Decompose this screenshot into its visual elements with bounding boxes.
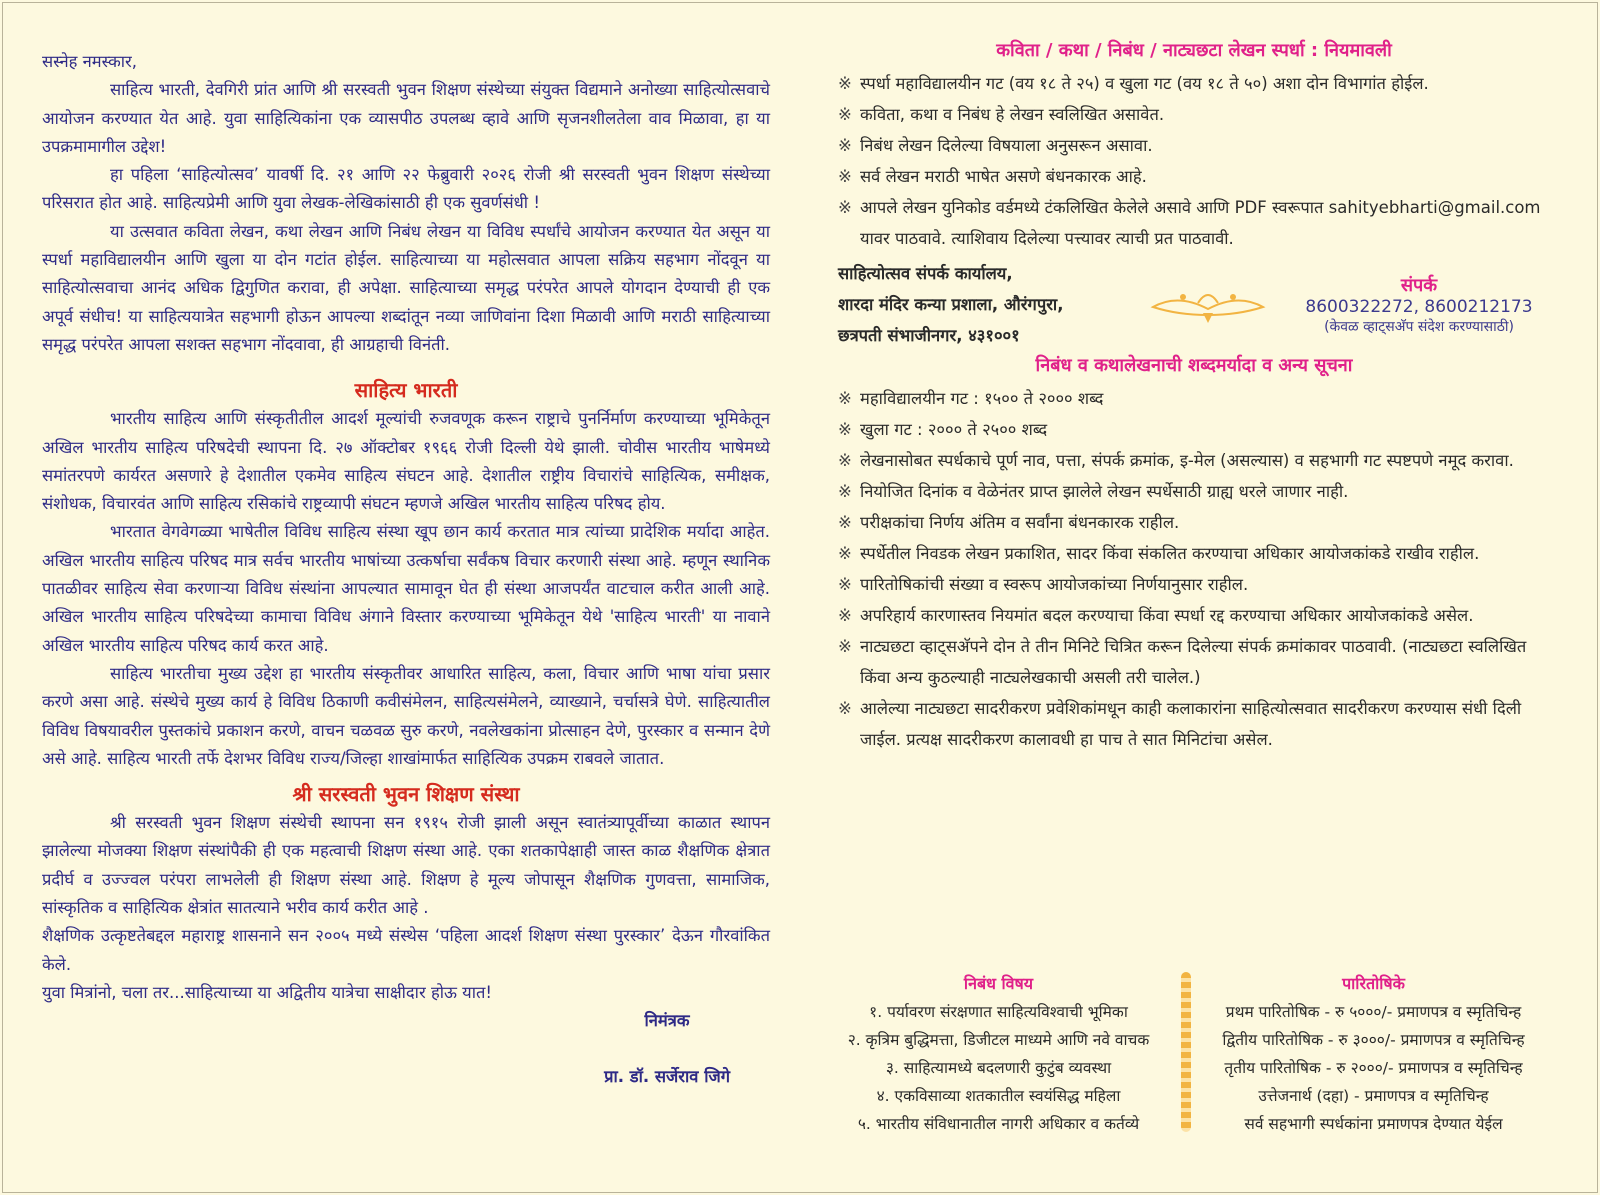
institution-heading: श्री सरस्वती भुवन शिक्षण संस्था — [292, 782, 520, 807]
asterisk-bullet-icon: ※ — [838, 451, 852, 470]
prize-item: प्रथम पारितोषिक - रु ५०००/- प्रमाणपत्र व स्मृतिचिन्ह — [1225, 1003, 1522, 1021]
rule-item — [838, 130, 1550, 161]
item-text: आपले लेखन युनिकोड वर्डमध्ये टंकलिखित केलेले असावे आणि PDF स्वरूपात sahityebharti@gmail.com यावर पाठवावे. त्याशिवाय दिलेल्या पत्त्यावर त्याची प्रत पाठवावी. — [860, 198, 1541, 248]
essay-topic: ३. साहित्यामध्ये बदलणारी कुटुंब व्यवस्था — [885, 1059, 1112, 1077]
item-text: लेखनासोबत स्पर्धकाचे पूर्ण नाव, पत्ता, संपर्क क्रमांक, इ-मेल (असल्यास) व सहभागी गट स्पष्टपणे नमूद करावा. — [860, 451, 1514, 470]
topics-and-prizes — [826, 970, 1546, 1138]
prize-item: द्वितीय पारितोषिक - रु ३०००/- प्रमाणपत्र व स्मृतिचिन्ह — [1222, 1031, 1525, 1049]
instruction-item — [838, 445, 1550, 476]
rules-column — [838, 36, 1550, 755]
item-text: स्पर्धा महाविद्यालयीन गट (वय १८ ते २५) व खुला गट (वय १८ ते ५०) अशा दोन विभागांत होईल. — [860, 74, 1429, 93]
sahitya-bharati-heading: साहित्य भारती — [354, 378, 458, 403]
sahitya-bharati-paragraph: भारतात वेगवेगळ्या भाषेतील विविध साहित्य संस्था खूप छान कार्य करतात मात्र त्यांच्या प्रादेशिक मर्यादा आहेत. अखिल भारतीय साहित्य परिषद मात्र सर्वच भारतीय भाषांच्या उत्कर्षाचा सर्वंकष विचार करणारी संस्था आहे. म्हणून स्थानिक पातळीवर साहित्य सेवा करणाऱ्या विविध संस्थांना आपल्यात सामावून घेत ही संस्था आजपर्यंत वाटचाल करीत आली आहे. अखिल भारतीय साहित्य परिषदेच्या कामाचा विविध अंगाने विस्तार करण्याच्या भूमिकेतून येथे 'साहित्य भारती' या नावाने अखिल भारतीय साहित्य परिषद कार्य करत आहे. — [42, 522, 770, 655]
asterisk-bullet-icon: ※ — [838, 699, 852, 718]
phone-contact — [1288, 273, 1550, 336]
item-text: नाट्यछटा व्हाट्सअ‍ॅपने दोन ते तीन मिनिटे चित्रित करून दिलेल्या संपर्क क्रमांकावर पाठवावी. (नाट्यछटा स्वलिखित किंवा अन्य कुठल्याही नाट्यलेखकाची असली तरी चालेल.) — [860, 637, 1527, 687]
essay-topic: २. कृत्रिम बुद्धिमत्ता, डिजीटल माध्यमे आणि नवे वाचक — [847, 1031, 1150, 1049]
greeting: सस्नेह नमस्कार, — [42, 52, 138, 71]
asterisk-bullet-icon: ※ — [838, 105, 852, 124]
instruction-item — [838, 414, 1550, 445]
item-text: खुला गट : २००० ते २५०० शब्द — [860, 420, 1048, 439]
asterisk-bullet-icon: ※ — [838, 167, 852, 186]
instruction-item — [838, 569, 1550, 600]
address-line: शारदा मंदिर कन्या प्रशाला, औरंगपुरा, — [838, 295, 1064, 314]
sahitya-bharati-paragraph: साहित्य भारतीचा मुख्य उद्देश हा भारतीय संस्कृतीवर आधारित साहित्य, कला, विचार आणि भाषा यांचा प्रसार करणे असा आहे. संस्थेचे मुख्य कार्य हे विविध ठिकाणी कवीसंमेलन, साहित्यसंमेलने, व्याख्याने, चर्चासत्रे घेणे. साहित्यातील विविध विषयावरील पुस्तकांचे प्रकाशन करणे, वाचन चळवळ सुरु करणे, नवलेखकांना प्रोत्साहन देणे, पुरस्कार व सन्मान देणे असे आहे. साहित्य भारती तर्फे देशभर विविध राज्य/जिल्हा शाखांमार्फत साहित्यिक उपक्रम राबवले जातात. — [42, 663, 770, 768]
address-line: छत्रपती संभाजीनगर, ४३१००१ — [838, 326, 1020, 345]
intro-paragraph: साहित्य भारती, देवगिरी प्रांत आणि श्री सरस्वती भुवन शिक्षण संस्थेच्या संयुक्त विद्यमाने अनोख्या साहित्योत्सवाचे आयोजन करण्यात येत आहे. युवा साहित्यिकांना एक व्यासपीठ उपलब्ध व्हावे आणि सृजनशीलतेला वाव मिळावा, हा या उपक्रमामागील उद्देश! — [42, 80, 770, 156]
rules-list — [838, 68, 1550, 254]
asterisk-bullet-icon: ※ — [838, 637, 852, 656]
prizes-heading: पारितोषिके — [1342, 974, 1405, 993]
item-text: पारितोषिकांची संख्या व स्वरूप आयोजकांच्या निर्णयानुसार राहील. — [860, 575, 1249, 594]
contact-block — [838, 258, 1550, 351]
award-paragraph: शैक्षणिक उत्कृष्टतेबद्दल महाराष्ट्र शासनाने सन २००५ मध्ये संस्थेस ‘पहिला आदर्श शिक्षण संस्था पुरस्कार’ देऊन गौरवांकित केले. — [42, 926, 770, 974]
inviter-label: निमंत्रक — [644, 1011, 690, 1031]
ornamental-divider — [1181, 972, 1191, 1132]
contact-note: (केवळ व्हाट्सअ‍ॅप संदेश करण्यासाठी) — [1324, 319, 1514, 335]
essay-topic: ४. एकविसाव्या शतकातील स्वयंसिद्ध महिला — [876, 1087, 1121, 1105]
rule-item — [838, 161, 1550, 192]
phone-numbers: 8600322272, 8600212173 — [1305, 297, 1533, 317]
item-text: निबंध लेखन दिलेल्या विषयाला अनुसरून असावा. — [860, 136, 1153, 155]
invitation-letter — [42, 48, 770, 1091]
essay-topic: १. पर्यावरण संरक्षणात साहित्यविश्वाची भूमिका — [869, 1003, 1128, 1021]
prize-item: उत्तेजनार्थ (दहा) - प्रमाणपत्र व स्मृतिचिन्ह — [1258, 1087, 1489, 1105]
instruction-item — [838, 631, 1550, 693]
item-text: आलेल्या नाट्यछटा सादरीकरण प्रवेशिकांमधून काही कलाकारांना साहित्योत्सवात सादरीकरण करण्यास संधी दिली जाईल. प्रत्यक्ष सादरीकरण कालावधी हा पाच ते सात मिनिटांचा असेल. — [860, 699, 1522, 749]
asterisk-bullet-icon: ※ — [838, 482, 852, 501]
asterisk-bullet-icon: ※ — [838, 420, 852, 439]
instruction-item — [838, 476, 1550, 507]
floral-ornament-icon — [1148, 285, 1268, 325]
asterisk-bullet-icon: ※ — [838, 575, 852, 594]
asterisk-bullet-icon: ※ — [838, 198, 852, 217]
inviter-name: प्रा. डॉ. सर्जेराव जिगे — [604, 1067, 730, 1087]
topics-heading: निबंध विषय — [963, 974, 1034, 993]
rule-item — [838, 68, 1550, 99]
asterisk-bullet-icon: ※ — [838, 74, 852, 93]
item-text: परीक्षकांचा निर्णय अंतिम व सर्वांना बंधनकारक राहील. — [860, 513, 1180, 532]
rule-item — [838, 192, 1550, 254]
closing-line: युवा मित्रांनो, चला तर...साहित्याच्या या अद्वितीय यात्रेचा साक्षीदार होऊ यात! — [42, 982, 493, 1002]
rule-item — [838, 99, 1550, 130]
asterisk-bullet-icon: ※ — [838, 606, 852, 625]
rules-heading: कविता / कथा / निबंध / नाट्यछटा लेखन स्पर्धा : नियमावली — [996, 40, 1392, 61]
prizes — [1201, 970, 1546, 1138]
instruction-item — [838, 693, 1550, 755]
instruction-item — [838, 538, 1550, 569]
item-text: सर्व लेखन मराठी भाषेत असणे बंधनकारक आहे. — [860, 167, 1147, 186]
office-address — [838, 258, 1138, 351]
item-text: अपरिहार्य कारणास्तव नियमांत बदल करण्याचा किंवा स्पर्धा रद्द करण्याचा अधिकार आयोजकांकडे असेल. — [860, 606, 1474, 625]
asterisk-bullet-icon: ※ — [838, 389, 852, 408]
instruction-item — [838, 507, 1550, 538]
word-limit-heading: निबंध व कथालेखनाची शब्दमर्यादा व अन्य सूचना — [1035, 355, 1353, 376]
item-text: स्पर्धेतील निवडक लेखन प्रकाशित, सादर किंवा संकलित करण्याचा अधिकार आयोजकांकडे राखीव राहील. — [860, 544, 1480, 563]
asterisk-bullet-icon: ※ — [838, 544, 852, 563]
instruction-item — [838, 383, 1550, 414]
address-line: साहित्योत्सव संपर्क कार्यालय, — [838, 264, 1013, 283]
asterisk-bullet-icon: ※ — [838, 136, 852, 155]
word-limit-list — [838, 383, 1550, 755]
signature-block — [42, 1007, 770, 1091]
asterisk-bullet-icon: ※ — [838, 513, 852, 532]
contact-heading: संपर्क — [1400, 275, 1438, 296]
essay-topic: ५. भारतीय संविधानातील नागरी अधिकार व कर्तव्ये — [857, 1115, 1140, 1133]
sahitya-bharati-paragraph: भारतीय साहित्य आणि संस्कृतीतील आदर्श मूल्यांची रुजवणूक करून राष्ट्राचे पुनर्निर्माण करण्याच्या भूमिकेतून अखिल भारतीय साहित्य परिषदेची स्थापना दि. २७ ऑक्टोबर १९६६ रोजी दिल्ली येथे झाली. चोवीस भारतीय भाषेमध्ये समांतरपणे कार्यरत असणारे हे देशातील एकमेव साहित्य संघटन आहे. देशातील राष्ट्रीय विचारांचे साहित्यिक, समीक्षक, संशोधक, विचारवंत आणि साहित्य रसिकांचे राष्ट्रव्यापी संघटन म्हणजे अखिल भारतीय साहित्य परिषद होय. — [42, 409, 770, 514]
item-text: महाविद्यालयीन गट : १५०० ते २००० शब्द — [860, 389, 1104, 408]
intro-paragraph: हा पहिला ‘साहित्योत्सव’ यावर्षी दि. २१ आणि २२ फेब्रुवारी २०२६ रोजी श्री सरस्वती भुवन शिक्षण संस्थेच्या परिसरात होत आहे. साहित्यप्रेमी आणि युवा लेखक-लेखिकांसाठी ही एक सुवर्णसंधी ! — [42, 165, 770, 213]
prize-item: सर्व सहभागी स्पर्धकांना प्रमाणपत्र देण्यात येईल — [1244, 1115, 1503, 1133]
instruction-item — [838, 600, 1550, 631]
prize-item: तृतीय पारितोषिक - रु २०००/- प्रमाणपत्र व स्मृतिचिन्ह — [1224, 1059, 1523, 1077]
essay-topics — [826, 970, 1171, 1138]
intro-paragraph: या उत्सवात कविता लेखन, कथा लेखन आणि निबंध लेखन या विविध स्पर्धांचे आयोजन करण्यात येत असून या स्पर्धा महाविद्यालयीन आणि खुला या दोन गटांत होईल. साहित्याच्या या महोत्सवात आपला सक्रिय सहभाग नोंदवून या साहित्योत्सवाचा आनंद अधिक द्विगुणित करावा, ही अपेक्षा. साहित्याच्या समृद्ध परंपरेत आपले योगदान देण्याची ही एक अपूर्व संधीच! या साहित्ययात्रेत सहभागी होऊन आपल्या शब्दांतून नव्या जाणिवांना दिशा मिळावी आणि मराठी साहित्याच्या समृद्ध परंपरेत आपला सशक्त सहभाग नोंदवावा, ही आग्रहाची विनंती. — [42, 221, 770, 354]
item-text: नियोजित दिनांक व वेळेनंतर प्राप्त झालेले लेखन स्पर्धेसाठी ग्राह्य धरले जाणार नाही. — [860, 482, 1349, 501]
item-text: कविता, कथा व निबंध हे लेखन स्वलिखित असावेत. — [860, 105, 1165, 124]
institution-paragraph: श्री सरस्वती भुवन शिक्षण संस्थेची स्थापना सन १९१५ रोजी झाली असून स्वातंत्र्यापूर्वीच्या काळात स्थापन झालेल्या मोजक्या शिक्षण संस्थांपैकी ही एक महत्वाची शिक्षण संस्था आहे. एका शतकापेक्षाही जास्त काळ शैक्षणिक क्षेत्रात प्रदीर्घ व उज्ज्वल परंपरा लाभलेली ही शिक्षण संस्था आहे. शिक्षण हे मूल्य जोपासून शैक्षणिक गुणवत्ता, सामाजिक, सांस्कृतिक व साहित्यिक क्षेत्रांत सातत्याने भरीव कार्य करीत आहे . — [42, 813, 770, 918]
